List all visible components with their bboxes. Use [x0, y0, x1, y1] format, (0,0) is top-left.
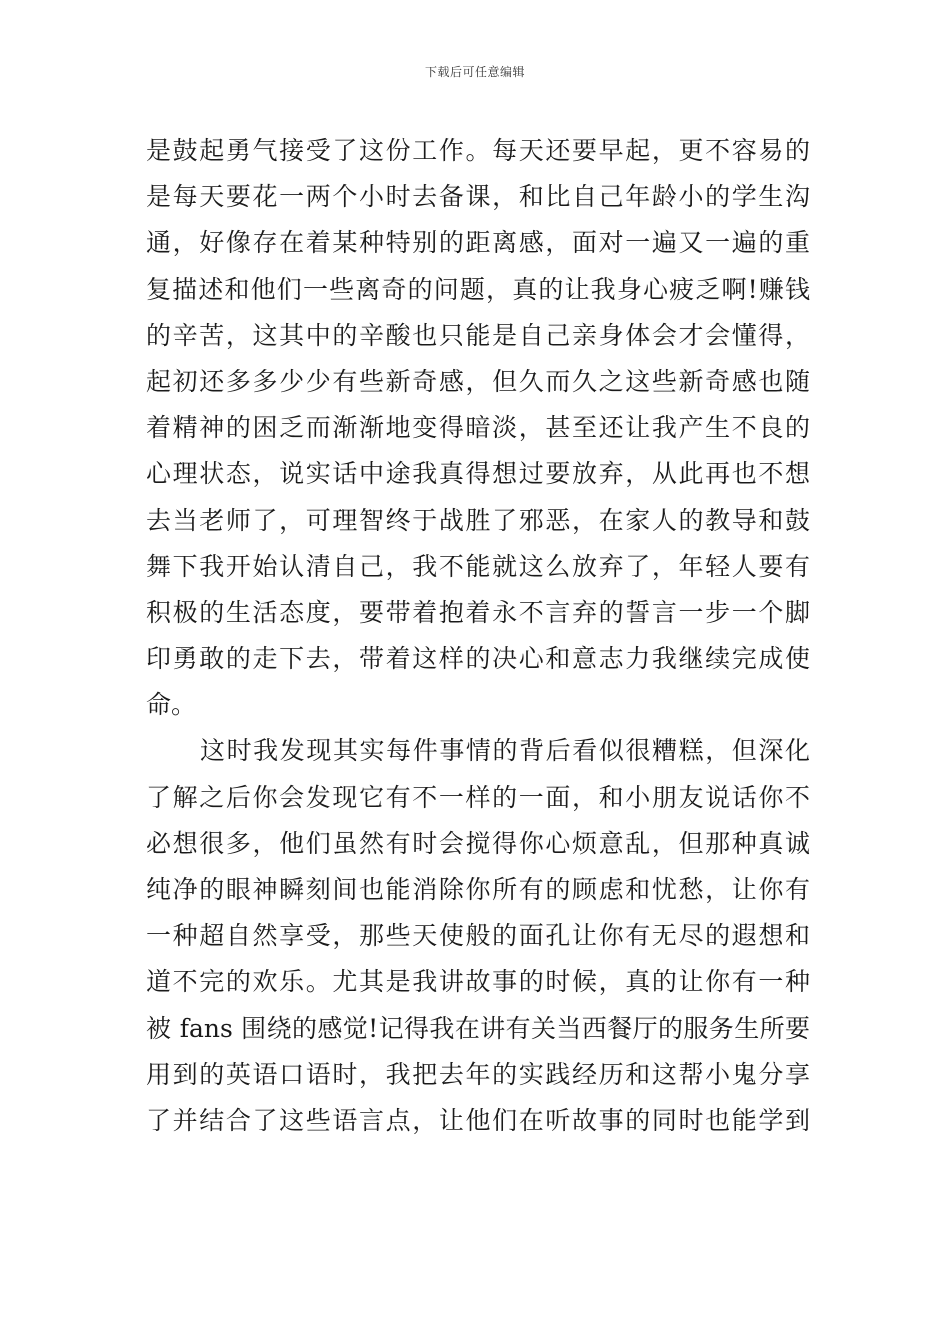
- text-line: 起初还多多少少有些新奇感，但久而久之这些新奇感也随: [146, 366, 810, 396]
- text-line: 被 fans 围绕的感觉!记得我在讲有关当西餐厅的服务生所要: [146, 1013, 810, 1043]
- text-line: 命。: [146, 690, 197, 720]
- text-line: 舞下我开始认清自己，我不能就这么放弃了，年轻人要有: [146, 551, 810, 581]
- text-line: 一种超自然享受，那些天使般的面孔让你有无尽的遐想和: [146, 921, 810, 951]
- text-line: 复描述和他们一些离奇的问题，真的让我身心疲乏啊!赚钱: [146, 274, 810, 304]
- body-text: [146, 128, 810, 1144]
- text-line: 积极的生活态度，要带着抱着永不言弃的誓言一步一个脚: [146, 597, 810, 627]
- text-line: 纯净的眼神瞬刻间也能消除你所有的顾虑和忧愁，让你有: [146, 875, 810, 904]
- text-line: 了并结合了这些语言点，让他们在听故事的同时也能学到: [146, 1105, 810, 1135]
- text-line: 必想很多，他们虽然有时会搅得你心烦意乱，但那种真诚: [146, 828, 810, 858]
- paragraph-2: [146, 728, 810, 1144]
- text-line: 心理状态，说实话中途我真得想过要放弃，从此再也不想: [146, 459, 810, 489]
- text-line: 印勇敢的走下去，带着这样的决心和意志力我继续完成使: [146, 644, 810, 674]
- text-line: 是鼓起勇气接受了这份工作。每天还要早起，更不容易的: [146, 136, 810, 165]
- text-line: 的辛苦，这其中的辛酸也只能是自己亲身体会才会懂得，: [146, 320, 810, 350]
- text-line: 是每天要花一两个小时去备课，和比自己年龄小的学生沟: [146, 182, 810, 212]
- page-header: 下载后可任意编辑: [424, 65, 525, 79]
- text-line: 通，好像存在着某种特别的距离感，面对一遍又一遍的重: [146, 228, 810, 258]
- paragraph-1: [146, 128, 810, 728]
- text-line: 了解之后你会发现它有不一样的一面，和小朋友说话你不: [146, 782, 810, 812]
- text-line: 道不完的欢乐。尤其是我讲故事的时候，真的让你有一种: [146, 967, 810, 997]
- text-line: 这时我发现其实每件事情的背后看似很糟糕，但深化: [200, 736, 810, 766]
- text-line: 用到的英语口语时，我把去年的实践经历和这帮小鬼分享: [146, 1059, 810, 1089]
- text-line: 去当老师了，可理智终于战胜了邪恶，在家人的教导和鼓: [146, 505, 810, 535]
- text-line: 着精神的困乏而渐渐地变得暗淡，甚至还让我产生不良的: [146, 413, 810, 443]
